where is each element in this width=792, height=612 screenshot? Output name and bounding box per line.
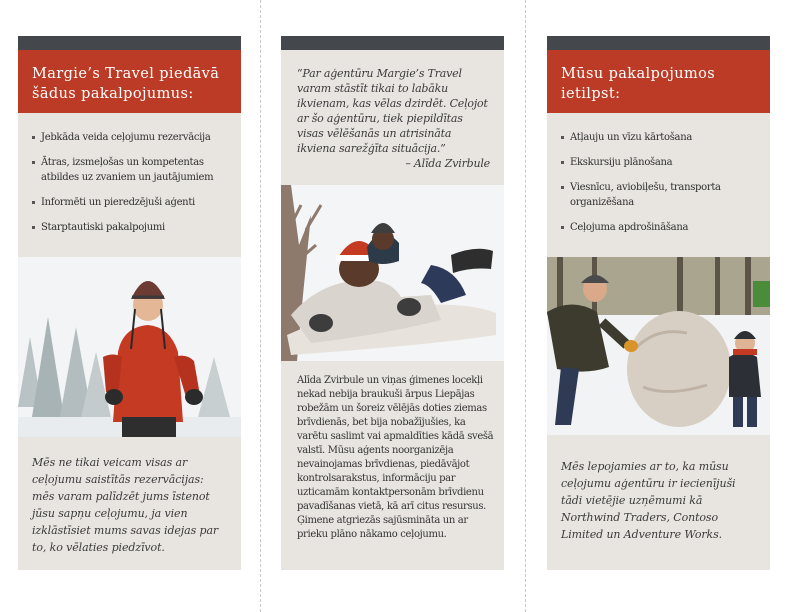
list-item: Ceļojuma apdrošināšana	[561, 220, 762, 235]
panel-included-services	[547, 36, 770, 570]
testimonial-quote	[297, 66, 490, 171]
bullet-icon	[561, 186, 564, 189]
fold-line-left	[260, 0, 261, 612]
bullet-icon	[32, 201, 35, 204]
list-item: Jebkāda veida ceļojumu rezervācija	[32, 130, 233, 145]
bullet-icon	[32, 136, 35, 139]
fold-line-right	[525, 0, 526, 612]
bullet-icon	[561, 226, 564, 229]
list-item: Ekskursiju plānošana	[561, 155, 762, 170]
quote-author: – Alīda Zvirbule	[405, 157, 490, 170]
heading-band	[547, 50, 770, 113]
quote-text: “Par aģentūru Margie’s Travel varam stāstīt tikai to labāku ikvienam, kas vēlas dzirdēt. Ceļojot ar šo aģentūru, tiek piepildītas visas vēlēšanās un atrisināta ikviena sarežģīta situācija.”	[297, 67, 488, 155]
panel-services	[18, 36, 241, 570]
list-item: Atļauju un vīzu kārtošana	[561, 130, 762, 145]
panel-heading: Mūsu pakalpojumos ietilpst:	[561, 66, 716, 102]
closing-text: Mēs ne tikai veicam visas ar ceļojumu saistītās rezervācijas: mēs varam palīdzēt jums īstenot jūsu sapņu ceļojumu, ja vien izklāstīsiet mums savas idejas par to, ko vēlaties piedzīvot.	[32, 456, 219, 554]
panel-top-bar	[547, 36, 770, 50]
bullet-icon	[561, 136, 564, 139]
list-item: Viesnīcu, aviobiļešu, transporta organizēšana	[561, 180, 762, 210]
panel-heading: Margie’s Travel piedāvā šādus pakalpojumus:	[32, 66, 220, 102]
bullet-icon	[561, 161, 564, 164]
heading-band	[18, 50, 241, 113]
panel-top-bar	[281, 36, 504, 50]
bullet-icon	[32, 161, 35, 164]
closing-text: Mēs lepojamies ar to, ka mūsu ceļojumu aģentūru ir iecienījuši tādi vietējie uzņēmumi kā Northwind Traders, Contoso Limited un Adventure Works.	[561, 460, 736, 541]
list-item: Ātras, izsmeļošas un kompetentas atbildes uz zvaniem un jautājumiem	[32, 155, 233, 185]
included-services-list	[561, 130, 762, 245]
photo-snowball-rolling	[547, 257, 770, 435]
photo-family-sledding	[281, 185, 504, 361]
bullet-icon	[32, 226, 35, 229]
panel-top-bar	[18, 36, 241, 50]
list-item: Starptautiski pakalpojumi	[32, 220, 233, 235]
photo-child-in-snow	[18, 257, 241, 437]
testimonial-story: Alīda Zvirbule un viņas ģimenes locekļi nekad nebija braukuši ārpus Liepājas robežām un šoreiz vēlējās doties ziemas brīvdienās, bet bija nobažījušies, ka varētu saslimt vai apmaldīties kādā svešā valstī. Mūsu aģents noorganizēja nevainojamas brīvdienas, piedāvājot kontrolsarakstus, informāciju par uzticamām kontaktpersonām brīvdienu pavadīšanas vietā, kā arī citus resursus. Ģimene atgriezās sajūsmināta un ar prieku plāno nākamo ceļojumu.	[297, 375, 494, 540]
list-item: Informēti un pieredzējuši aģenti	[32, 195, 233, 210]
services-list	[32, 130, 233, 245]
panel-testimonial	[281, 36, 504, 570]
